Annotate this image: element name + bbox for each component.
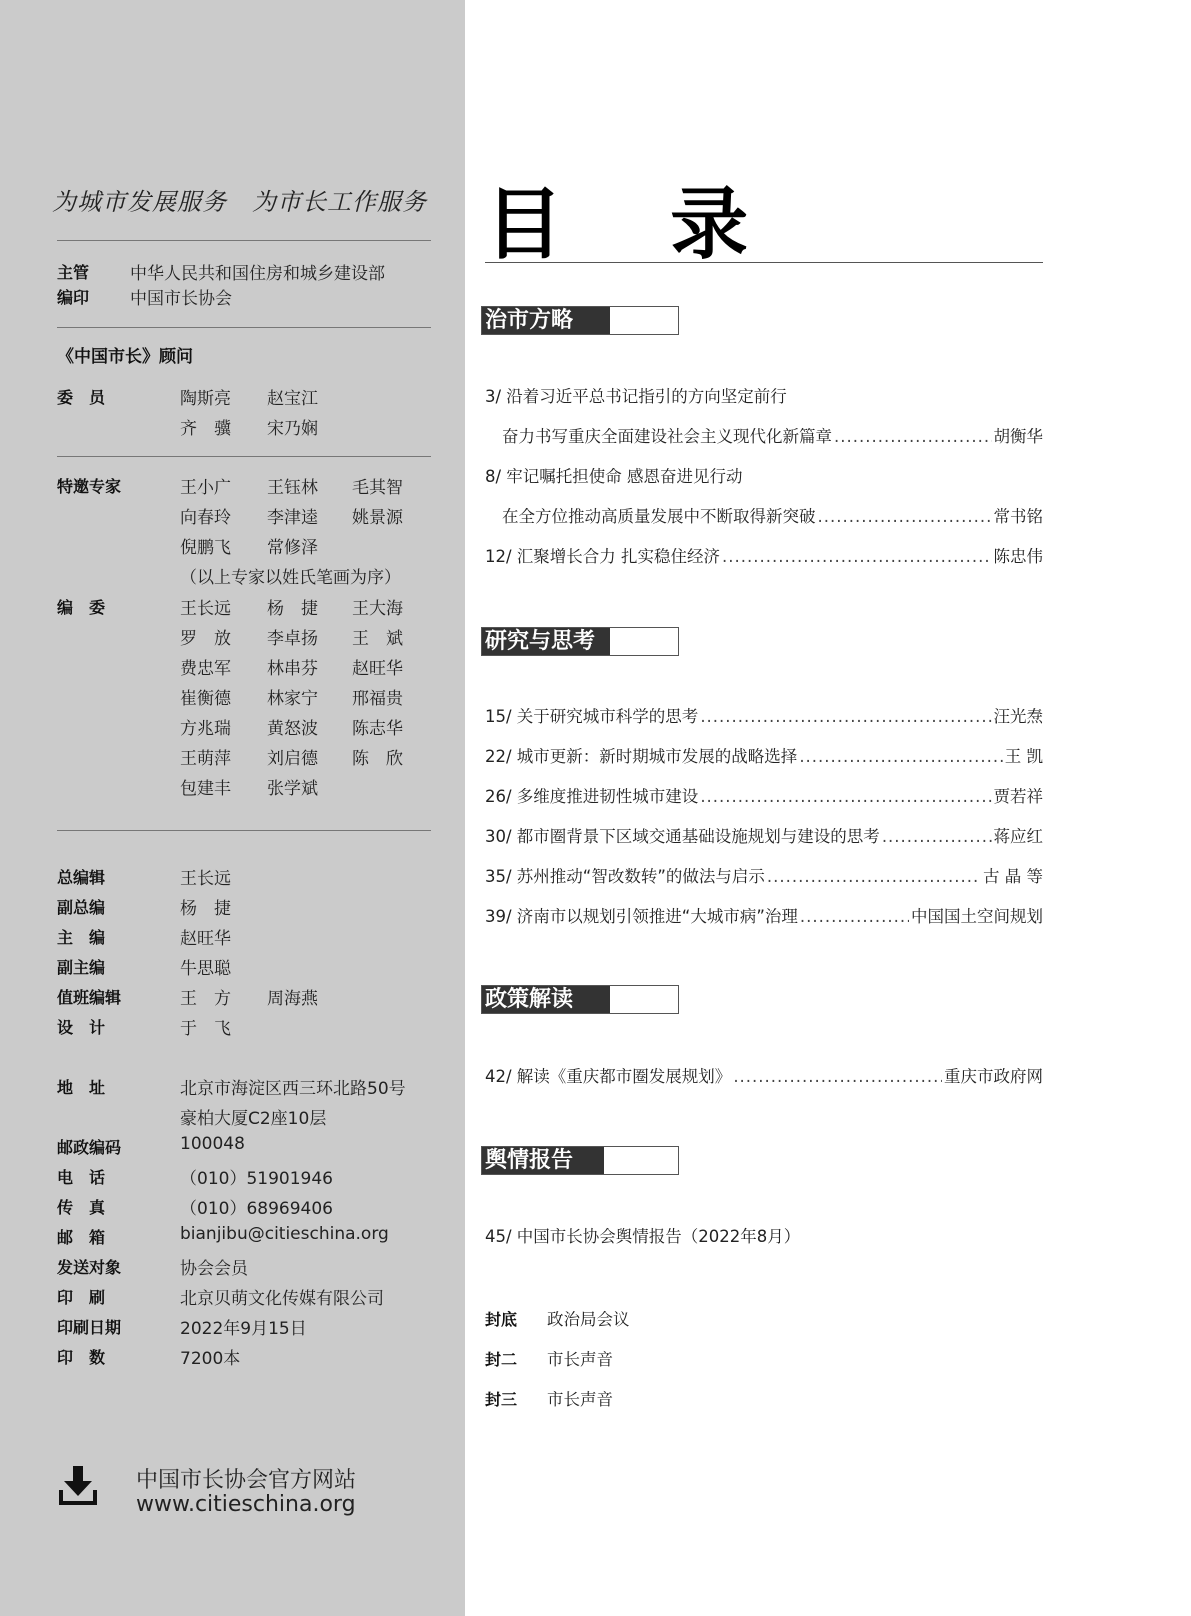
toc-entry-title: 30/ 都市圈背景下区域交通基础设施规划与建设的思考 bbox=[485, 827, 880, 846]
email-link[interactable]: bianjibu@citieschina.org bbox=[180, 1224, 389, 1244]
leader-dots bbox=[800, 906, 909, 928]
staff-label: 主 编 bbox=[57, 928, 106, 947]
toc-entry[interactable] bbox=[485, 746, 1043, 768]
toc-entry-author: 常书铭 bbox=[993, 507, 1043, 526]
editor-name: 罗 放 bbox=[180, 629, 231, 649]
editor-name: 李卓扬 bbox=[267, 629, 318, 649]
contact-label: 邮 箱 bbox=[57, 1228, 106, 1247]
leader-dots bbox=[700, 706, 991, 728]
publisher-value: 中国市长协会 bbox=[130, 289, 232, 309]
editor-name: 张学斌 bbox=[267, 779, 318, 799]
toc-entry[interactable] bbox=[485, 1226, 1043, 1248]
expert-name: 王小广 bbox=[180, 478, 231, 498]
advisors-title: 《中国市长》顾问 bbox=[57, 347, 193, 367]
section-heading-label: 政策解读 bbox=[482, 986, 610, 1013]
expert-name: 倪鹏飞 bbox=[180, 538, 231, 558]
cover-label: 封底 bbox=[485, 1310, 518, 1329]
toc-entry-title: 在全方位推动高质量发展中不断取得新突破 bbox=[502, 507, 816, 526]
contact-value: 7200本 bbox=[180, 1349, 241, 1369]
toc-entry-author: 陈忠伟 bbox=[993, 547, 1043, 566]
member-name: 齐 骥 bbox=[180, 419, 231, 439]
section-heading bbox=[481, 627, 679, 656]
section-heading bbox=[481, 306, 679, 335]
editor-name: 陈 欣 bbox=[352, 749, 403, 769]
editors-label: 编 委 bbox=[57, 598, 106, 617]
editor-name: 包建丰 bbox=[180, 779, 231, 799]
editor-name: 刘启德 bbox=[267, 749, 318, 769]
masthead-sidebar bbox=[0, 0, 465, 1616]
publisher-value: 中华人民共和国住房和城乡建设部 bbox=[130, 264, 385, 284]
editor-name: 邢福贵 bbox=[352, 689, 403, 709]
cover-label: 封二 bbox=[485, 1350, 518, 1369]
toc-entry-author: 中国国土空间规划 bbox=[911, 907, 1043, 926]
editor-name: 林串芬 bbox=[267, 659, 318, 679]
toc-entry-author: 蒋应红 bbox=[993, 827, 1043, 846]
editor-name: 陈志华 bbox=[352, 719, 403, 739]
editor-name: 林家宁 bbox=[267, 689, 318, 709]
contact-label: 电 话 bbox=[57, 1168, 106, 1187]
contact-label: 发送对象 bbox=[57, 1258, 122, 1277]
download-icon[interactable] bbox=[57, 1466, 99, 1506]
contact-value: （010）68969406 bbox=[180, 1199, 333, 1219]
cover-label: 封三 bbox=[485, 1390, 518, 1409]
leader-dots bbox=[799, 746, 1002, 768]
toc-entry-title: 22/ 城市更新：新时期城市发展的战略选择 bbox=[485, 747, 798, 766]
toc-entry-title: 26/ 多维度推进韧性城市建设 bbox=[485, 787, 699, 806]
contact-value: 豪柏大厦C2座10层 bbox=[180, 1109, 327, 1129]
title-underline bbox=[485, 262, 1043, 263]
expert-name: 毛其智 bbox=[352, 478, 403, 498]
toc-entry-title: 39/ 济南市以规划引领推进“大城市病”治理 bbox=[485, 907, 798, 926]
expert-name: 王钰林 bbox=[267, 478, 318, 498]
toc-entry[interactable] bbox=[502, 506, 1043, 528]
toc-entry[interactable] bbox=[485, 866, 1043, 888]
publisher-label: 编印 bbox=[57, 288, 90, 307]
website-name: 中国市长协会官方网站 bbox=[136, 1468, 357, 1493]
toc-entry-title: 12/ 汇聚增长合力 扎实稳住经济 bbox=[485, 547, 721, 566]
toc-entry-author: 胡衡华 bbox=[993, 427, 1043, 446]
toc-entry-author: 重庆市政府网 bbox=[944, 1067, 1043, 1086]
toc-entry-author: 古 晶 等 bbox=[983, 867, 1043, 886]
editor-name: 黄怒波 bbox=[267, 719, 318, 739]
publisher-label: 主管 bbox=[57, 263, 90, 282]
contact-label: 印 刷 bbox=[57, 1288, 106, 1307]
editor-name: 杨 捷 bbox=[267, 599, 318, 619]
contact-label: 印 数 bbox=[57, 1348, 106, 1367]
editor-name: 王萌萍 bbox=[180, 749, 231, 769]
contact-value: 协会会员 bbox=[180, 1259, 248, 1279]
editor-name: 王大海 bbox=[352, 599, 403, 619]
toc-entry-author: 贾若祥 bbox=[993, 787, 1043, 806]
toc-entry-title: 45/ 中国市长协会舆情报告（2022年8月） bbox=[485, 1227, 801, 1246]
section-heading bbox=[481, 1146, 679, 1175]
editor-name: 费忠军 bbox=[180, 659, 231, 679]
member-name: 赵宝江 bbox=[267, 389, 318, 409]
expert-name: 常修泽 bbox=[267, 538, 318, 558]
staff-value: 于 飞 bbox=[180, 1019, 231, 1039]
member-name: 陶斯亮 bbox=[180, 389, 231, 409]
staff-value: 牛思聪 bbox=[180, 959, 231, 979]
editor-name: 赵旺华 bbox=[352, 659, 403, 679]
staff-value: 周海燕 bbox=[267, 989, 318, 1009]
staff-label: 副主编 bbox=[57, 958, 106, 977]
divider bbox=[57, 456, 431, 457]
contact-value: 北京贝萌文化传媒有限公司 bbox=[180, 1289, 384, 1309]
staff-value: 杨 捷 bbox=[180, 899, 231, 919]
section-heading-label: 研究与思考 bbox=[482, 628, 610, 655]
expert-name: 李津逵 bbox=[267, 508, 318, 528]
toc-entry[interactable] bbox=[485, 826, 1043, 848]
toc-entry[interactable] bbox=[485, 1066, 1043, 1088]
table-of-contents bbox=[465, 0, 1191, 1616]
expert-name: 向春玲 bbox=[180, 508, 231, 528]
website-url[interactable]: www.citieschina.org bbox=[136, 1492, 356, 1517]
contact-label: 地 址 bbox=[57, 1078, 106, 1097]
divider bbox=[57, 830, 431, 831]
members-label: 委 员 bbox=[57, 388, 106, 407]
member-name: 宋乃娴 bbox=[267, 419, 318, 439]
toc-entry-title: 35/ 苏州推动“智改数转”的做法与启示 bbox=[485, 867, 765, 886]
section-heading-label: 舆情报告 bbox=[482, 1147, 604, 1174]
experts-label: 特邀专家 bbox=[57, 477, 122, 496]
editor-name: 方兆瑞 bbox=[180, 719, 231, 739]
cover-value[interactable]: 市长声音 bbox=[547, 1390, 613, 1409]
toc-entry-title: 8/ 牢记嘱托担使命 感恩奋进见行动 bbox=[485, 467, 743, 486]
toc-entry-title: 42/ 解读《重庆都市圈发展规划》 bbox=[485, 1067, 732, 1086]
toc-entry[interactable] bbox=[485, 466, 1043, 488]
staff-value: 王 方 bbox=[180, 989, 231, 1009]
experts-note: （以上专家以姓氏笔画为序） bbox=[180, 568, 401, 588]
staff-value: 赵旺华 bbox=[180, 929, 231, 949]
contact-label: 邮政编码 bbox=[57, 1138, 122, 1157]
contact-value: 2022年9月15日 bbox=[180, 1319, 307, 1339]
editor-name: 王 斌 bbox=[352, 629, 403, 649]
toc-entry-author: 汪光焘 bbox=[993, 707, 1043, 726]
staff-label: 值班编辑 bbox=[57, 988, 122, 1007]
leader-dots bbox=[882, 826, 992, 848]
slogan: 为城市发展服务 为市长工作服务 bbox=[52, 188, 427, 216]
expert-name: 姚景源 bbox=[352, 508, 403, 528]
staff-label: 设 计 bbox=[57, 1018, 106, 1037]
section-heading bbox=[481, 985, 679, 1014]
staff-label: 副总编 bbox=[57, 898, 106, 917]
toc-entry[interactable] bbox=[502, 426, 1043, 448]
leader-dots bbox=[767, 866, 981, 888]
leader-dots bbox=[818, 506, 992, 528]
divider bbox=[57, 240, 431, 241]
leader-dots bbox=[834, 426, 992, 448]
toc-entry-title: 3/ 沿着习近平总书记指引的方向坚定前行 bbox=[485, 387, 787, 406]
section-heading-label: 治市方略 bbox=[482, 307, 610, 334]
toc-entry[interactable] bbox=[485, 546, 1043, 568]
page-title: 目 录 bbox=[485, 179, 789, 270]
contact-value: 100048 bbox=[180, 1134, 245, 1154]
leader-dots bbox=[722, 546, 991, 568]
contact-label: 印刷日期 bbox=[57, 1318, 122, 1337]
toc-entry[interactable] bbox=[485, 786, 1043, 808]
contact-value: 北京市海淀区西三环北路50号 bbox=[180, 1079, 406, 1099]
toc-entry[interactable] bbox=[485, 906, 1043, 928]
editor-name: 崔衡德 bbox=[180, 689, 231, 709]
staff-label: 总编辑 bbox=[57, 868, 106, 887]
cover-value[interactable]: 市长声音 bbox=[547, 1350, 613, 1369]
contact-value: （010）51901946 bbox=[180, 1169, 333, 1189]
leader-dots bbox=[700, 786, 991, 808]
staff-value: 王长远 bbox=[180, 869, 231, 889]
contact-label: 传 真 bbox=[57, 1198, 106, 1217]
toc-entry[interactable] bbox=[485, 706, 1043, 728]
toc-entry-title: 奋力书写重庆全面建设社会主义现代化新篇章 bbox=[502, 427, 832, 446]
leader-dots bbox=[733, 1066, 942, 1088]
toc-entry-title: 15/ 关于研究城市科学的思考 bbox=[485, 707, 699, 726]
editor-name: 王长远 bbox=[180, 599, 231, 619]
toc-entry-author: 王 凯 bbox=[1004, 747, 1043, 766]
cover-value[interactable]: 政治局会议 bbox=[547, 1310, 630, 1329]
divider bbox=[57, 327, 431, 328]
toc-entry[interactable] bbox=[485, 386, 1043, 408]
